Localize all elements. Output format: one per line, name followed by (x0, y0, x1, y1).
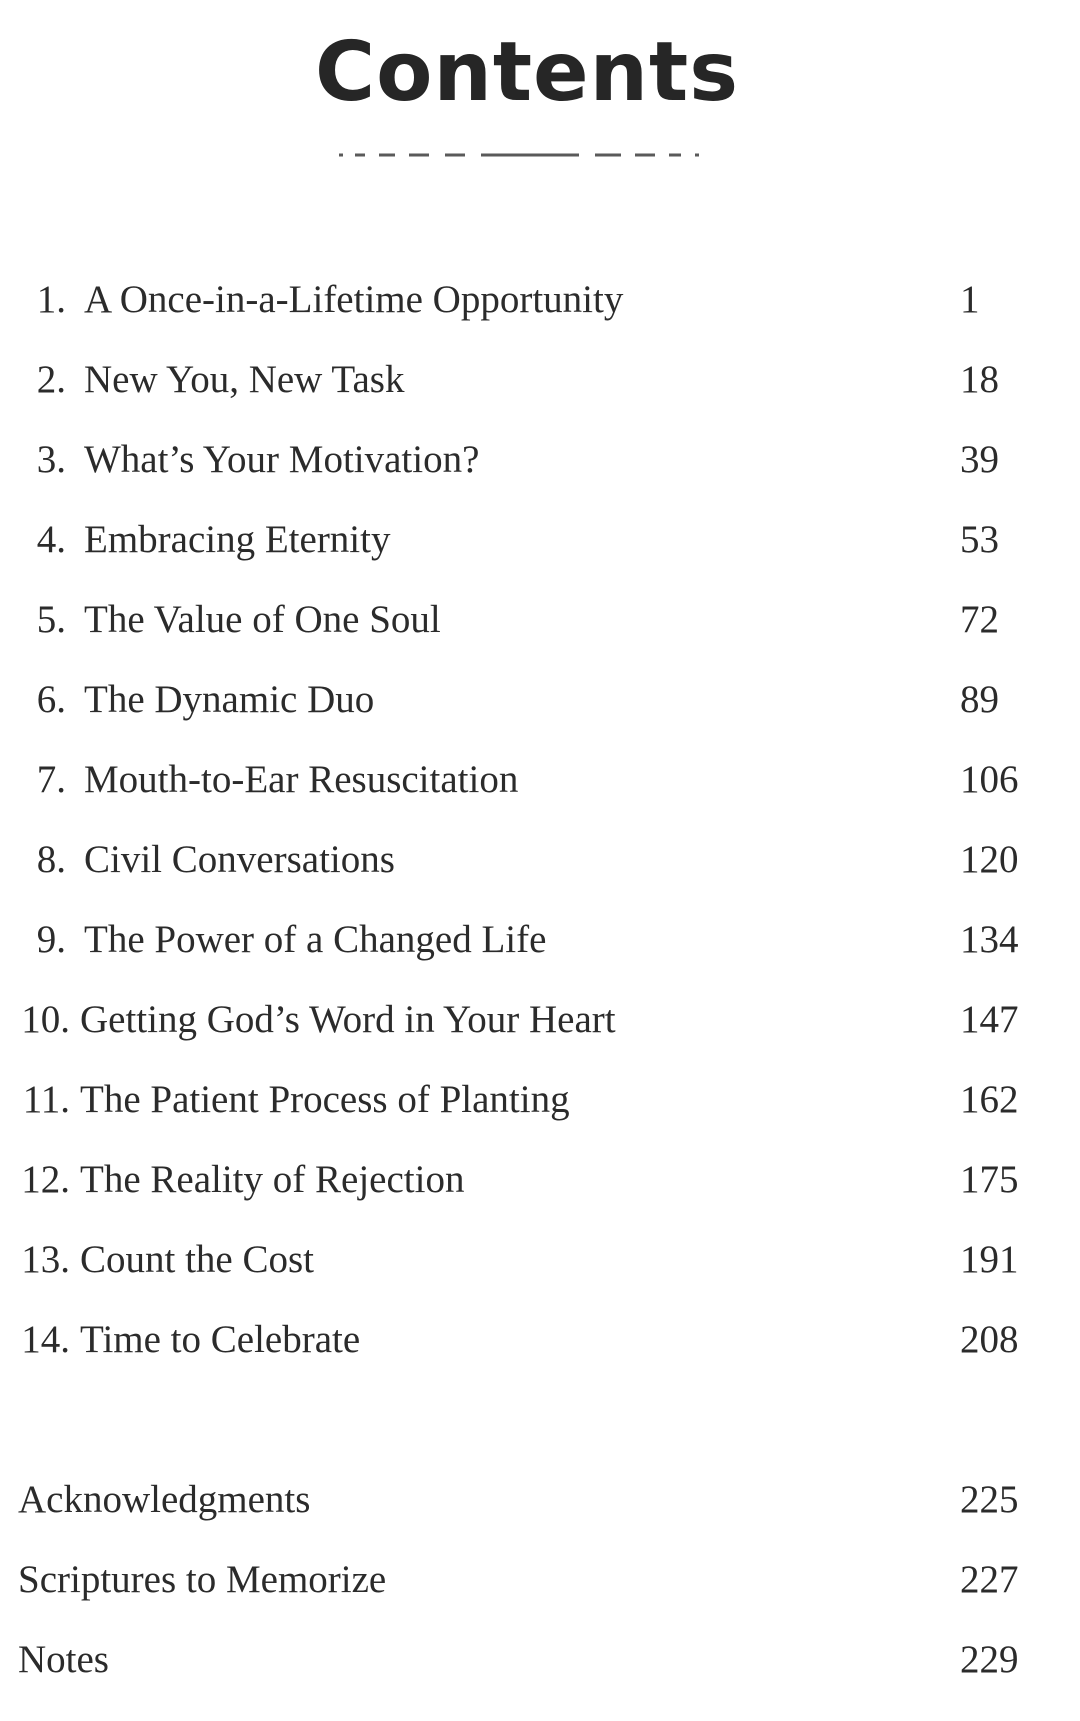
chapter-number: 11. (22, 1078, 70, 1121)
page-number: 106 (960, 758, 1019, 801)
back-matter-title: Acknowledgments (18, 1478, 311, 1521)
page-number: 225 (960, 1478, 1019, 1521)
page-number: 39 (960, 438, 999, 481)
page-number: 191 (960, 1238, 1019, 1281)
toc-back-matter-entry[interactable] (0, 1472, 1080, 1528)
toc-entry[interactable] (0, 432, 1080, 488)
page-number: 134 (960, 918, 1019, 961)
page-number: 147 (960, 998, 1019, 1041)
toc-back-matter-entry[interactable] (0, 1552, 1080, 1608)
chapter-number: 1. (36, 278, 66, 321)
chapter-number: 10. (21, 998, 70, 1041)
chapter-title: The Patient Process of Planting (80, 1078, 570, 1121)
toc-entry[interactable] (0, 1232, 1080, 1288)
toc-entry[interactable] (0, 992, 1080, 1048)
chapter-title: What’s Your Motivation? (84, 438, 480, 481)
chapter-title: New You, New Task (84, 358, 405, 401)
page-number: 53 (960, 518, 999, 561)
toc-entry[interactable] (0, 1312, 1080, 1368)
toc-entry[interactable] (0, 272, 1080, 328)
chapter-number: 8. (36, 838, 66, 881)
chapter-title: Embracing Eternity (84, 518, 391, 561)
chapter-number: 2. (36, 358, 66, 401)
chapter-title: Civil Conversations (84, 838, 395, 881)
page-number: 120 (960, 838, 1019, 881)
chapter-title: A Once-in-a-Lifetime Opportunity (84, 278, 624, 321)
title-divider-ornament (339, 150, 709, 160)
chapter-title: The Reality of Rejection (80, 1158, 465, 1201)
page-number: 18 (960, 358, 999, 401)
chapter-number: 9. (36, 918, 66, 961)
page-number: 72 (960, 598, 999, 641)
page-number: 162 (960, 1078, 1019, 1121)
toc-entry[interactable] (0, 1072, 1080, 1128)
page-title: Contents (314, 25, 740, 120)
chapter-title: Time to Celebrate (80, 1318, 361, 1361)
toc-entry[interactable] (0, 592, 1080, 648)
chapter-number: 7. (36, 758, 66, 801)
toc-entry[interactable] (0, 352, 1080, 408)
toc-back-matter-entry[interactable] (0, 1632, 1080, 1688)
chapter-title: Count the Cost (80, 1238, 315, 1281)
toc-entry[interactable] (0, 512, 1080, 568)
toc-entry[interactable] (0, 752, 1080, 808)
chapter-title: The Dynamic Duo (84, 678, 375, 721)
page-number: 229 (960, 1638, 1019, 1681)
chapter-number: 14. (21, 1318, 70, 1361)
toc-entry[interactable] (0, 912, 1080, 968)
chapter-title: The Value of One Soul (84, 598, 441, 641)
chapter-title: The Power of a Changed Life (84, 918, 547, 961)
page-number: 89 (960, 678, 999, 721)
chapter-number: 3. (36, 438, 66, 481)
chapter-number: 13. (21, 1238, 70, 1281)
page-number: 208 (960, 1318, 1019, 1361)
page-number: 1 (960, 278, 980, 321)
chapter-title: Mouth-to-Ear Resuscitation (84, 758, 519, 801)
page-number: 227 (960, 1558, 1019, 1601)
toc-entry[interactable] (0, 1152, 1080, 1208)
chapter-number: 12. (21, 1158, 70, 1201)
back-matter-title: Scriptures to Memorize (18, 1558, 387, 1601)
chapter-number: 4. (36, 518, 66, 561)
toc-entry[interactable] (0, 832, 1080, 888)
back-matter-title: Notes (18, 1638, 109, 1681)
chapter-title: Getting God’s Word in Your Heart (80, 998, 616, 1041)
toc-entry[interactable] (0, 672, 1080, 728)
chapter-number: 6. (36, 678, 66, 721)
chapter-number: 5. (36, 598, 66, 641)
page-number: 175 (960, 1158, 1019, 1201)
